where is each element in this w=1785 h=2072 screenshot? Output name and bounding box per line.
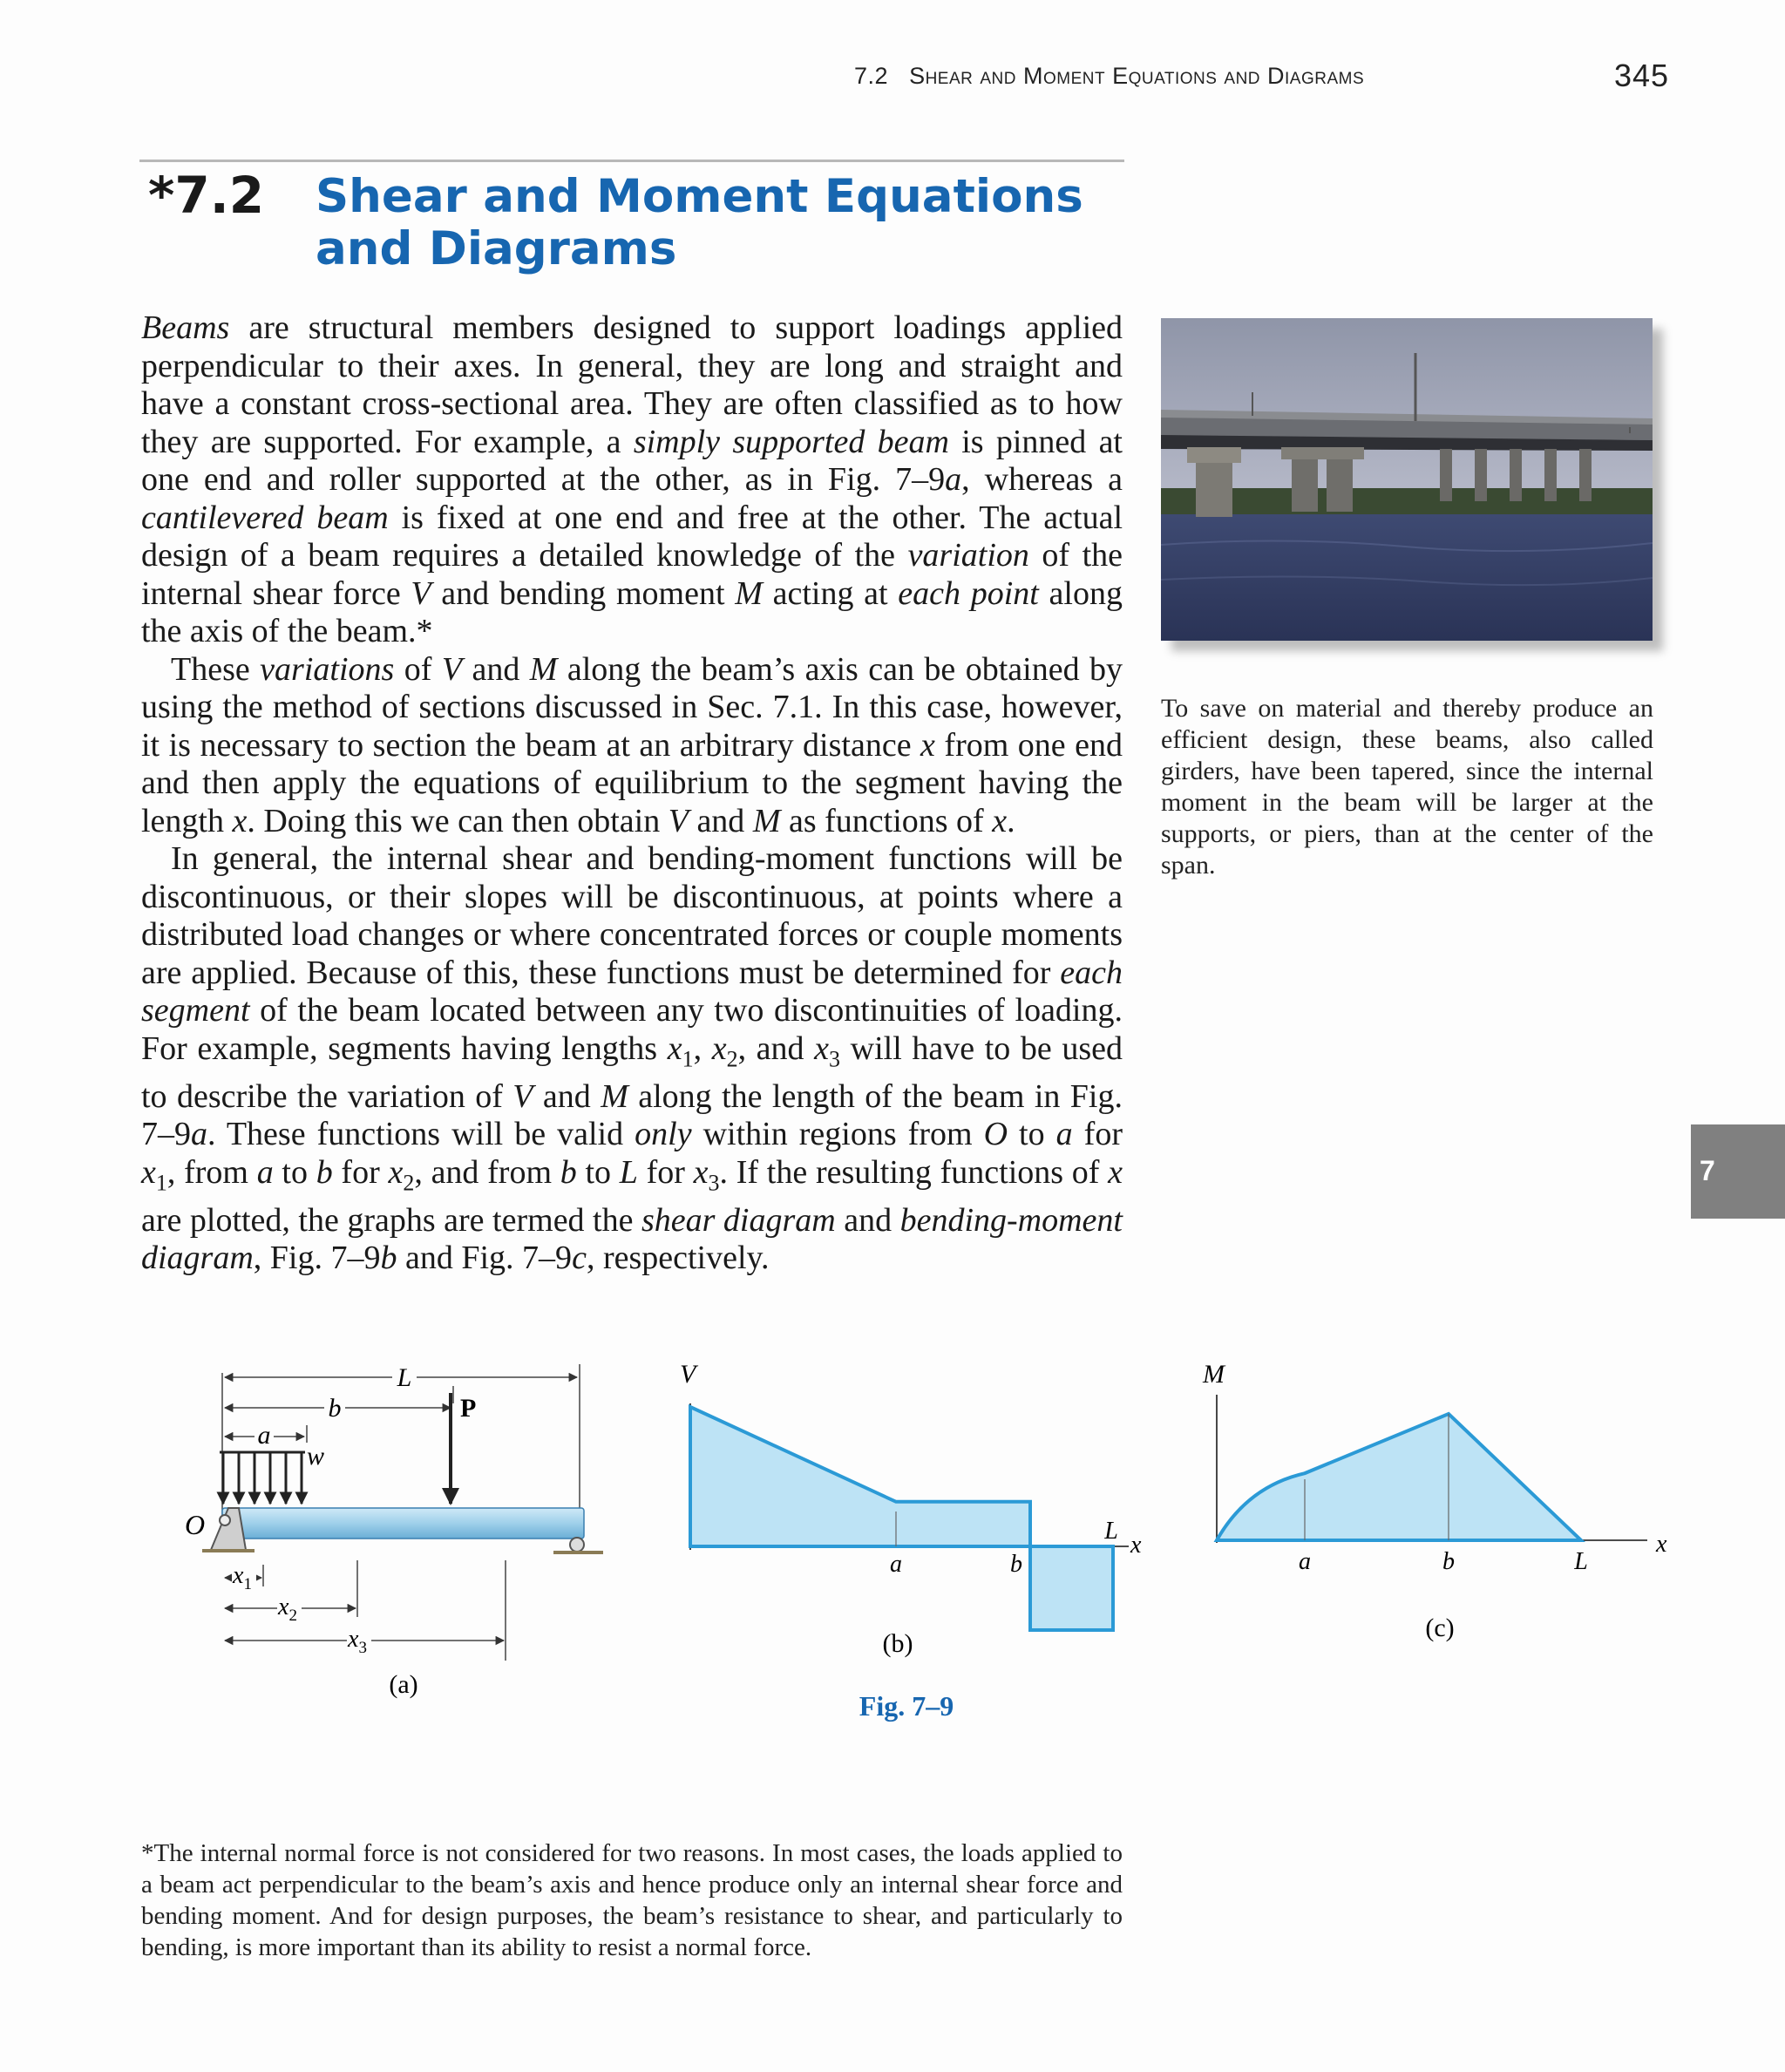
figure-caption: Fig. 7–9 [859,1690,954,1722]
bridge-photo [1161,318,1653,641]
shear-positive-region [690,1407,1030,1546]
b-dimension-label: b [328,1394,342,1423]
shear-diagram-b [680,1360,1142,1658]
roller-support [570,1538,584,1552]
beam [222,1508,584,1539]
moment-L-tick: L [1574,1548,1588,1575]
panel-c-label: (c) [1425,1613,1455,1642]
page-number: 345 [1614,58,1670,93]
section-rule [139,160,1124,162]
shear-L-tick: L [1104,1518,1118,1545]
paragraph: These variations of V and M along the beam’s axis can be obtained by using the method of sections discussed in Sec. 7.1. In this case, however, it is necessary to section the beam at an arbitrary distance x from one end and then apply the equations of equilibrium to the segment having the length x. Doing this we can then obtain V and M as functions of x. [141,650,1123,839]
moment-x-label: x [1656,1531,1667,1558]
shear-negative-region [1030,1546,1113,1630]
beam-diagram-a [185,1363,603,1699]
x1-label: $x_1$ [233,1562,252,1593]
pin-support [211,1508,246,1550]
bridge-photo-image [1161,318,1653,641]
moment-a-tick: a [1299,1548,1311,1575]
panel-b-label: (b) [882,1629,913,1658]
shear-a-tick: a [890,1551,902,1578]
origin-label: O [185,1509,206,1540]
a-dimension-label: a [257,1421,271,1450]
moment-axis-label: M [1203,1360,1225,1389]
moment-diagram-c [1202,1360,1667,1642]
shear-x-label: x [1130,1532,1142,1559]
moment-region [1217,1414,1581,1540]
shear-b-tick: b [1010,1551,1022,1578]
running-section-title: Shear and Moment Equations and Diagrams [909,63,1365,89]
section-number: *7.2 [148,166,265,225]
section-title: Shear and Moment Equations and Diagrams [316,170,1083,275]
footnote: *The internal normal force is not considered for two reasons. In most cases, the loads applied to a beam act perpendicular to the beam’s axis and hence produce only an internal shear force and bending moment. And for design purposes, the beam’s resistance to shear, and particularly to bending, is more important than its ability to resist a normal force. [141,1839,1123,1961]
running-section-number: 7.2 [854,63,889,89]
shear-axis-label: V [680,1360,696,1389]
x3-label: $x_3$ [348,1626,367,1657]
body-text [141,309,1123,1278]
moment-b-tick: b [1442,1548,1455,1575]
x2-label: $x_2$ [278,1593,297,1625]
chapter-tab [1691,1124,1785,1219]
figure-7-9 [0,1334,1785,1735]
chapter-tab-number: 7 [1700,1155,1715,1186]
paragraph: Beams are structural members designed to support loadings applied perpendicular to their axes. In general, they are long and straight and have a constant cross-sectional area. They are often classified as to how they are supported. For example, a simply supported beam is pinned at one end and roller supported at the other, as in Fig. 7–9a, whereas a cantilevered beam is fixed at one end and free at the other. The actual design of a beam requires a detailed knowledge of the variation of the internal shear force V and bending moment M acting at each point along the axis of the beam.* [141,309,1123,649]
running-header [854,63,1364,90]
paragraph: In general, the internal shear and bending-moment functions will be discontinuous, or their slopes will be discontinuous, at points where a distributed load changes or where concentrated forces or couple moments are applied. Because of this, these functions must be determined for each segment of the beam located between any two discontinuities of loading. For example, segments having lengths $x_1$, $x_2$, and $x_3$ will have to be used to describe the variation of V and M along the length of the beam in Fig. 7–9a. These functions will be valid only within regions from O to a for $x_1$, from a to b for $x_2$, and from b to L for $x_3$. If the resulting functions of x are plotted, the graphs are termed the shear diagram and bending-moment diagram, Fig. 7–9b and Fig. 7–9c, respectively. [141,840,1123,1277]
point-load-label: P [460,1394,477,1423]
photo-caption: To save on material and thereby produce an efficient design, these beams, also called girders, have been tapered, since the internal moment in the beam will be larger at the supports, or piers, than at the center of the span. [1161,694,1653,880]
span-length-label: L [397,1363,412,1392]
panel-a-label: (a) [389,1670,418,1699]
distributed-load-label: w [307,1442,325,1471]
